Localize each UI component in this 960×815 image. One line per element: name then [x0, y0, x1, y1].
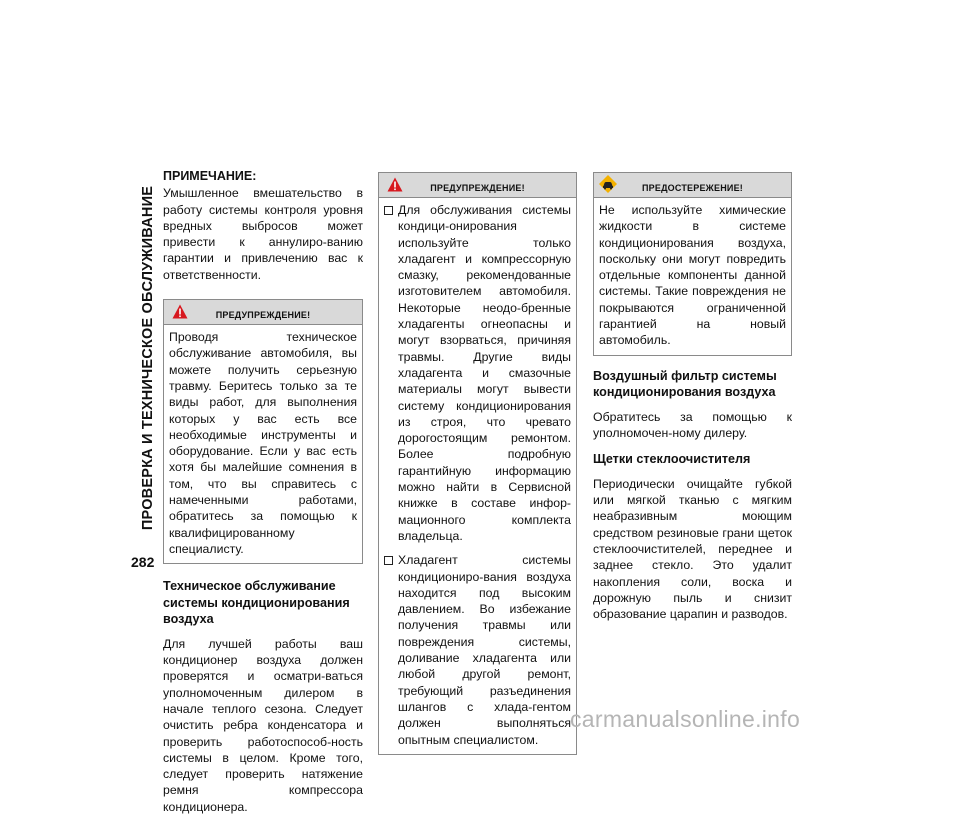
caution-label: ПРЕДОСТЕРЕЖЕНИЕ!	[642, 183, 743, 193]
section-heading-ac-maintenance: Техническое обслуживание системы кондиционирования воздуха	[163, 579, 350, 627]
column-3	[593, 172, 792, 622]
caution-text: Не используйте химические жидкости в системе кондиционирования воздуха, поскольку они могут повредить отдельные компоненты данной системы. Такие повреждения не покрываются ограниченной гарантией на новый автомобиль.	[599, 203, 786, 348]
warning-box-1	[163, 299, 363, 564]
page-number: 282	[131, 554, 155, 570]
warning-label: ПРЕДУПРЕЖДЕНИЕ!	[215, 310, 311, 321]
warning-text: Проводя техническое обслуживание автомобиля, вы можете получить серьезную травму. Беритесь только за те виды работ, для выполнения которых у вас есть все необходимые инструменты и оборудование. Если у вас есть хотя бы малейшие сомнения в том, что вы справитесь с намеченными работами, обратитесь за помощью к квалифицированному специалисту.	[169, 330, 357, 556]
note-text: Умышленное вмешательство в работу системы контроля уровня вредных выбросов может привести к аннулиро-ванию гарантии и привлечению вас к ответственности.	[163, 186, 363, 282]
list-item	[384, 552, 571, 748]
warning-box-2	[378, 172, 577, 755]
section-heading-wipers: Щетки стеклоочистителя	[593, 452, 751, 467]
warning-box-header	[164, 300, 362, 325]
section-text-air-filter: Обратитесь за помощью к уполномочен-ному дилеру.	[593, 409, 792, 440]
section-heading-air-filter: Воздушный фильтр системы кондиционирования воздуха	[593, 368, 777, 400]
column-1	[163, 168, 363, 815]
caution-box-header	[594, 173, 791, 198]
chapter-title-text: ПРОВЕРКА И ТЕХНИЧЕСКОЕ ОБСЛУЖИВАНИЕ	[140, 185, 156, 531]
square-bullet-icon	[384, 556, 393, 565]
section-text-wipers: Периодически очищайте губкой или мягкой тканью с мягким неабразивным моющим средством резиновые грани щеток стеклоочистителей, переднее и заднее стекло. Это удалит накопления соли, воска и дорожную пыль и снизит образование царапин и разводов.	[593, 476, 792, 622]
warning-box-header	[379, 173, 576, 198]
column-2	[378, 172, 577, 755]
bullet-text: Для обслуживания системы кондици-онирования используйте только хладагент и компрессорную смазку, рекомендованные изготовителем автомобиля. Некоторые неодо-бренные хладагенты огнеопасны и могут взорваться, причиняя травмы. Другие виды хладагента и смазочные материалы могут вывести систему кондиционирования из строя, что чревато дорогостоящим ремонтом. Более подробную гарантийную информацию можно найти в Сервисной книжке в составе инфор-мационного комплекта владельца.	[398, 203, 571, 543]
chapter-side-title	[136, 172, 160, 544]
caution-box	[593, 172, 792, 356]
section-text-ac-maintenance: Для лучшей работы ваш кондиционер воздуха должен проверятся и осматри-ваться уполномоченным дилером в начале теплого сезона. Следует очистить ребра конденсатора и проверить работоспособ-ность системы в целом. Кроме того, следует проверить натяжение ремня компрессора кондиционера.	[163, 636, 363, 814]
square-bullet-icon	[384, 206, 393, 215]
note-title: ПРИМЕЧАНИЕ:	[163, 169, 257, 183]
warning-label: ПРЕДУПРЕЖДЕНИЕ!	[430, 183, 525, 193]
list-item	[384, 202, 571, 544]
watermark: carmanualsonline.info	[570, 706, 801, 732]
bullet-text: Хладагент системы кондициониро-вания воздуха находится под высоким давлением. Во избежание получения травмы или повреждения системы, доливание хладагента или любой другой ремонт, требующий разъединения шлангов с хлада-гентом должен выполняться опытным специалистом.	[398, 553, 571, 747]
